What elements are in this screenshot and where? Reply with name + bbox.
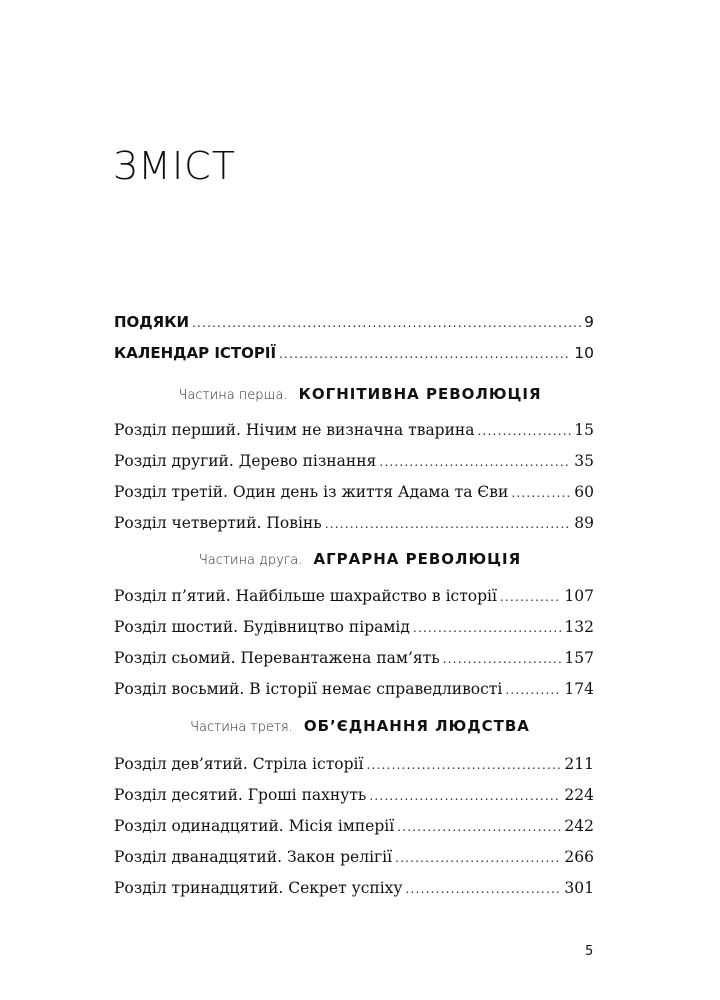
toc-entry-page: 107: [564, 587, 594, 605]
toc-entry-label: Розділ восьмий. В історії немає справедливості: [114, 680, 503, 698]
part-prefix: Частина третя.: [190, 720, 293, 735]
toc-entry[interactable]: [114, 749, 594, 780]
toc-entry-page: 15: [574, 421, 594, 439]
toc-entry[interactable]: [114, 415, 594, 446]
toc-entry[interactable]: [114, 674, 594, 705]
toc-entry-label: Розділ тринадцятий. Секрет успіху: [114, 879, 403, 897]
toc-entry-label: ПОДЯКИ: [114, 313, 190, 331]
toc-entry[interactable]: [114, 780, 594, 811]
toc-entry[interactable]: [114, 581, 594, 612]
leader-dots: [369, 781, 561, 812]
part-heading-3: [0, 716, 720, 735]
toc-entry-label: Розділ дванадцятий. Закон релігії: [114, 848, 393, 866]
toc-entry-page: 10: [574, 344, 594, 362]
leader-dots: [395, 843, 561, 874]
toc-entry-label: Розділ сьомий. Перевантажена пам’ять: [114, 649, 440, 667]
part-prefix: Частина друга.: [198, 553, 303, 568]
leader-dots: [511, 478, 571, 509]
toc-entry-page: 224: [564, 786, 594, 804]
toc-entry-page: 211: [564, 755, 594, 773]
toc-entry-page: 174: [564, 680, 594, 698]
leader-dots: [443, 644, 562, 675]
toc-entry-page: 132: [564, 618, 594, 636]
toc-entry[interactable]: [114, 842, 594, 873]
leader-dots: [406, 874, 562, 905]
leader-dots: [379, 447, 571, 478]
toc-entry[interactable]: [114, 612, 594, 643]
part-2-chapters: [114, 581, 594, 705]
toc-entry-label: Розділ третій. Один день із життя Адама та Єви: [114, 483, 509, 501]
page-number: 5: [585, 944, 594, 959]
leader-dots: [279, 339, 571, 370]
part-prefix: Частина перша.: [178, 388, 288, 403]
toc-entry-page: 60: [574, 483, 594, 501]
toc-entry-label: Розділ п’ятий. Найбільше шахрайство в історії: [114, 587, 497, 605]
toc-entry-label: Розділ шостий. Будівництво пірамід: [114, 618, 410, 636]
toc-entry-acknowledgements[interactable]: [114, 307, 594, 338]
toc-entry-page: 301: [564, 879, 594, 897]
page-title: ЗМІСТ: [113, 144, 236, 188]
leader-dots: [192, 308, 581, 339]
part-1-chapters: [114, 415, 594, 539]
part-3-chapters: [114, 749, 594, 904]
toc-entry-label: Розділ другий. Дерево пізнання: [114, 452, 377, 470]
part-name: КОГНІТИВНА РЕВОЛЮЦІЯ: [298, 385, 542, 403]
toc-entry[interactable]: [114, 873, 594, 904]
leader-dots: [366, 750, 561, 781]
leader-dots: [505, 675, 561, 706]
toc-entry-page: 9: [584, 313, 594, 331]
toc-entry-label: Розділ дев’ятий. Стріла історії: [114, 755, 364, 773]
front-matter-list: [114, 307, 594, 369]
toc-entry-label: Розділ перший. Нічим не визначна тварина: [114, 421, 475, 439]
leader-dots: [325, 509, 572, 540]
leader-dots: [413, 613, 561, 644]
toc-entry-label: Розділ четвертий. Повінь: [114, 514, 322, 532]
leader-dots: [500, 582, 561, 613]
toc-entry[interactable]: [114, 508, 594, 539]
toc-entry-label: КАЛЕНДАР ІСТОРІЇ: [114, 344, 277, 362]
toc-entry-page: 242: [564, 817, 594, 835]
toc-entry-page: 89: [574, 514, 594, 532]
toc-entry[interactable]: [114, 477, 594, 508]
toc-entry-label: Розділ одинадцятий. Місія імперії: [114, 817, 395, 835]
toc-entry-page: 35: [574, 452, 594, 470]
toc-entry-page: 157: [564, 649, 594, 667]
part-heading-2: [0, 549, 720, 568]
part-name: ОБ’ЄДНАННЯ ЛЮДСТВА: [303, 717, 530, 735]
part-name: АГРАРНА РЕВОЛЮЦІЯ: [313, 550, 522, 568]
toc-entry[interactable]: [114, 811, 594, 842]
toc-entry-label: Розділ десятий. Гроші пахнуть: [114, 786, 367, 804]
toc-entry[interactable]: [114, 446, 594, 477]
leader-dots: [478, 416, 572, 447]
leader-dots: [397, 812, 561, 843]
part-heading-1: [0, 384, 720, 403]
toc-entry[interactable]: [114, 643, 594, 674]
toc-entry-calendar[interactable]: [114, 338, 594, 369]
toc-entry-page: 266: [564, 848, 594, 866]
